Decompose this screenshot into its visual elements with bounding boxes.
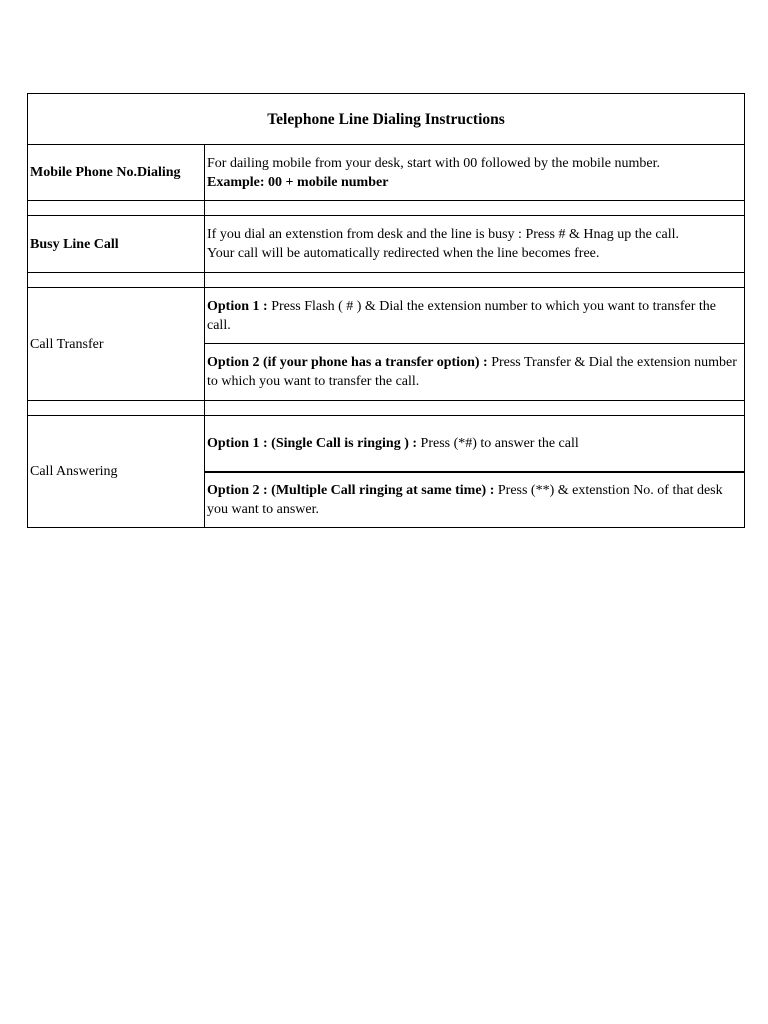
- transfer-option-1-text: Press Flash ( # ) & Dial the extension number to which you want to transfer the call.: [207, 298, 716, 333]
- transfer-option-2-heading: Option 2 (if your phone has a transfer option) :: [207, 355, 488, 370]
- spacer-cell: [28, 273, 205, 288]
- mobile-label: Mobile Phone No.Dialing: [28, 145, 205, 201]
- title-row: [28, 94, 745, 145]
- transfer-label: Call Transfer: [28, 288, 205, 401]
- mobile-instructions: [205, 145, 745, 201]
- spacer-row: [28, 401, 745, 416]
- spacer-cell: [28, 201, 205, 216]
- spacer-cell: [205, 401, 745, 416]
- spacer-row: [28, 201, 745, 216]
- mobile-text: For dailing mobile from your desk, start with 00 followed by the mobile number.: [207, 155, 660, 171]
- spacer-cell: [205, 201, 745, 216]
- transfer-option-2: [205, 344, 745, 401]
- transfer-option-1-heading: Option 1 :: [207, 298, 268, 314]
- transfer-row-1: [28, 288, 745, 344]
- busy-line-1: If you dial an extenstion from desk and the line is busy : Press # & Hnag up the call.: [207, 227, 680, 242]
- mobile-row: [28, 145, 745, 201]
- answering-row-1: [28, 416, 745, 472]
- document-title: Telephone Line Dialing Instructions: [28, 94, 745, 145]
- spacer-cell: [205, 273, 745, 288]
- answering-option-1-heading: Option 1 : (Single Call is ringing ) :: [207, 435, 418, 451]
- busy-label: Busy Line Call: [28, 216, 205, 273]
- answering-label: Call Answering: [28, 416, 205, 528]
- answering-option-1: [205, 416, 745, 472]
- busy-instructions: [205, 216, 745, 273]
- spacer-cell: [28, 401, 205, 416]
- answering-option-2-heading: Option 2 : (Multiple Call ringing at same time) :: [207, 482, 495, 498]
- answering-option-2: [205, 472, 745, 528]
- instructions-table: [27, 93, 745, 528]
- transfer-option-2-text: Press Transfer & Dial the extension number to which you want to transfer the call.: [207, 355, 737, 389]
- busy-line-2: Your call will be automatically redirected when the line becomes free.: [207, 246, 600, 261]
- answering-option-2-text: Press (**) & extenstion No. of that desk you want to answer.: [207, 482, 723, 517]
- spacer-row: [28, 273, 745, 288]
- answering-option-1-text: Press (*#) to answer the call: [417, 435, 579, 451]
- busy-row: [28, 216, 745, 273]
- transfer-option-1: [205, 288, 745, 344]
- mobile-example: Example: 00 + mobile number: [207, 174, 389, 190]
